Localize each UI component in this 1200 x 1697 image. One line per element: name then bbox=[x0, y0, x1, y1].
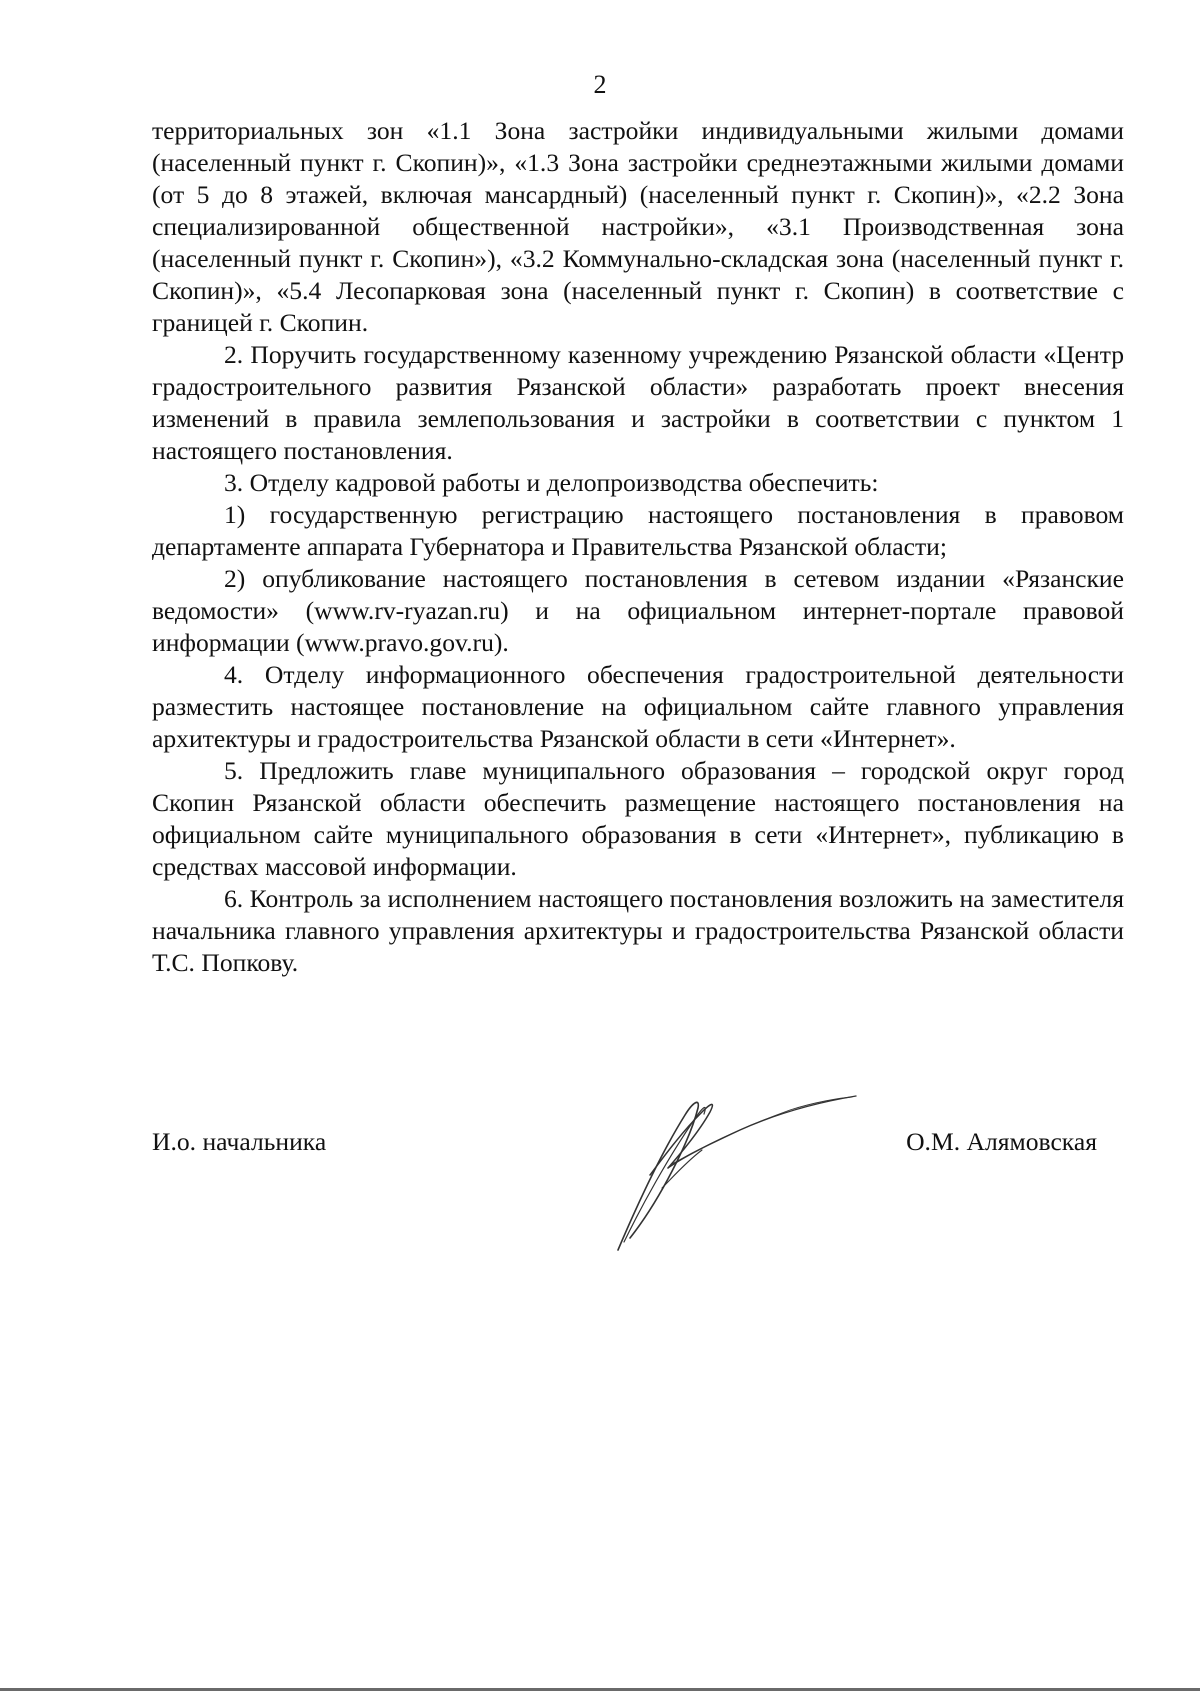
paragraph-item-2: 2. Поручить государственному казенному учреждению Рязанской области «Центр градостроительного развития Рязанской области» разработать проект внесения изменений в правила землепользования и застройки в соответствии с пунктом 1 настоящего постановления. bbox=[152, 340, 1124, 465]
page-bottom-border bbox=[0, 1688, 1200, 1691]
page-number: 2 bbox=[593, 70, 607, 99]
paragraph-item-3: 3. Отделу кадровой работы и делопроизводства обеспечить: bbox=[224, 468, 879, 497]
paragraph-item-5: 5. Предложить главе муниципального образования – городской округ город Скопин Рязанской области обеспечить размещение настоящего постановления на официальном сайте муниципального образования в сети «Интернет», публикацию в средствах массовой информации. bbox=[152, 756, 1124, 881]
signer-position: И.о. начальника bbox=[152, 1127, 327, 1156]
paragraph-subitem-2: 2) опубликование настоящего постановления в сетевом издании «Рязанские ведомости» (www.rv-ryazan.ru) и на официальном интернет-портале правовой информации (www.pravo.gov.ru). bbox=[152, 564, 1124, 657]
signer-name: О.М. Алямовская bbox=[906, 1127, 1097, 1156]
paragraph-continuation: территориальных зон «1.1 Зона застройки индивидуальными жилыми домами (населенный пункт г. Скопин)», «1.3 Зона застройки среднеэтажными жилыми домами (от 5 до 8 этажей, включая мансардный) (населенный пункт г. Скопин)», «2.2 Зона специализированной общественной настройки», «3.1 Производственная зона (населенный пункт г. Скопин»), «3.2 Коммунально-складская зона (населенный пункт г. Скопин)», «5.4 Лесопарковая зона (населенный пункт г. Скопин) в соответствие с границей г. Скопин. bbox=[152, 116, 1124, 337]
signature-block bbox=[152, 1126, 1097, 1162]
paragraph-subitem-1: 1) государственную регистрацию настоящего постановления в правовом департаменте аппарата Губернатора и Правительства Рязанской области; bbox=[152, 500, 1124, 561]
paragraph-item-4: 4. Отделу информационного обеспечения градостроительной деятельности разместить настоящее постановление на официальном сайте главного управления архитектуры и градостроительства Рязанской области в сети «Интернет». bbox=[152, 660, 1124, 753]
paragraph-item-6: 6. Контроль за исполнением настоящего постановления возложить на заместителя начальника главного управления архитектуры и градостроительства Рязанской области Т.С. Попкову. bbox=[152, 884, 1124, 977]
document-body bbox=[152, 115, 1124, 979]
